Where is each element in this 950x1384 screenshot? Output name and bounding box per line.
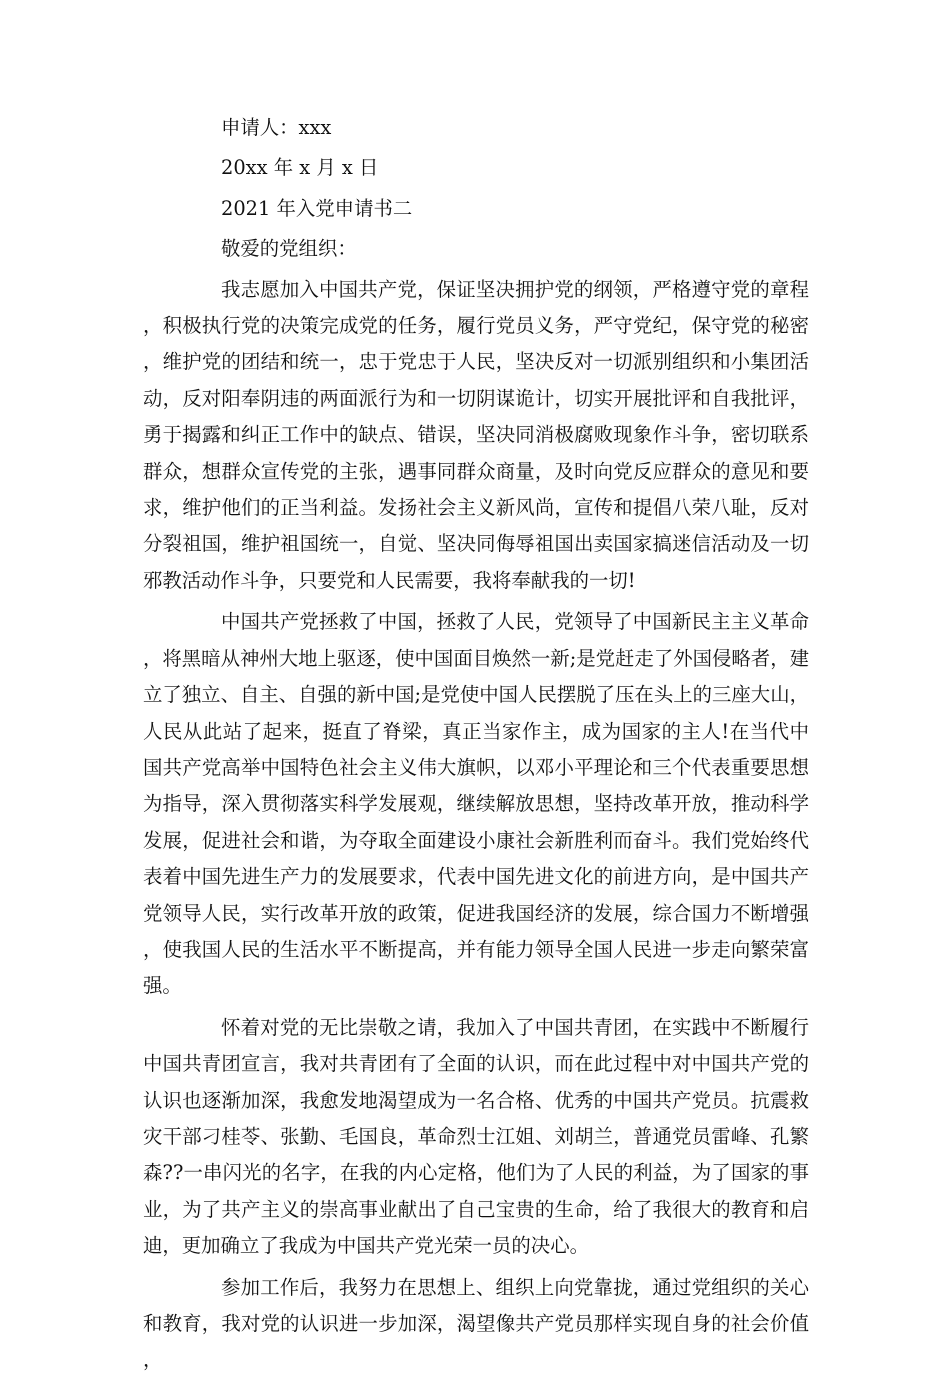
document-body — [143, 110, 809, 1384]
section-title: 2021 年入党申请书二 — [221, 196, 413, 220]
paragraph-4: 参加工作后，我努力在思想上、组织上向党靠拢，通过党组织的关心和教育，我对党的认识进一步加深，渴望像共产党员那样实现自身的社会价值， — [143, 1275, 809, 1372]
salutation: 敬爱的党组织： — [221, 237, 357, 261]
applicant-line: 申请人：xxx — [221, 116, 332, 139]
paragraph-2: 中国共产党拯救了中国，拯救了人民，党领导了中国新民主主义革命，将黑暗从神州大地上驱逐，使中国面目焕然一新;是党赶走了外国侵略者，建立了独立、自主、自强的新中国;是党使中国人民摆脱了压在头上的三座大山，人民从此站了起来，挺直了脊梁，真正当家作主，成为国家的主人!在当代中国共产党高举中国特色社会主义伟大旗帜，以邓小平理论和三个代表重要思想为指导，深入贯彻落实科学发展观，继续解放思想，坚持改革开放，推动科学发展，促进社会和谐，为夺取全面建设小康社会新胜利而奋斗。我们党始终代表着中国先进生产力的发展要求，代表中国先进文化的前进方向，是中国共产党领导人民，实行改革开放的政策，促进我国经济的发展，综合国力不断增强，使我国人民的生活水平不断提高，并有能力领导全国人民进一步走向繁荣富强。 — [143, 610, 809, 998]
paragraph-1: 我志愿加入中国共产党，保证坚决拥护党的纲领，严格遵守党的章程，积极执行党的决策完成党的任务，履行党员义务，严守党纪，保守党的秘密，维护党的团结和统一，忠于党忠于人民，坚决反对一切派别组织和小集团活动，反对阳奉阴违的两面派行为和一切阴谋诡计，切实开展批评和自我批评，勇于揭露和纠正工作中的缺点、错误，坚决同消极腐败现象作斗争，密切联系群众，想群众宣传党的主张，遇事同群众商量，及时向党反应群众的意见和要求，维护他们的正当利益。发扬社会主义新风尚，宣传和提倡八荣八耻，反对分裂祖国，维护祖国统一，自觉、坚决同侮辱祖国出卖国家搞迷信活动及一切邪教活动作斗争，只要党和人民需要，我将奉献我的一切! — [143, 277, 809, 592]
paragraph-3: 怀着对党的无比崇敬之请，我加入了中国共青团，在实践中不断履行中国共青团宣言，我对共青团有了全面的认识，而在此过程中对中国共产党的认识也逐渐加深，我愈发地渴望成为一名合格、优秀的中国共产党员。抗震救灾干部刁桂苓、张勤、毛国良，革命烈士江姐、刘胡兰，普通党员雷峰、孔繁森??一串闪光的名字，在我的内心定格，他们为了人民的利益，为了国家的事业，为了共产主义的崇高事业献出了自己宝贵的生命，给了我很大的教育和启迪，更加确立了我成为中国共产党光荣一员的决心。 — [143, 1015, 809, 1258]
date-line: 20xx 年 x 月 x 日 — [221, 156, 379, 180]
